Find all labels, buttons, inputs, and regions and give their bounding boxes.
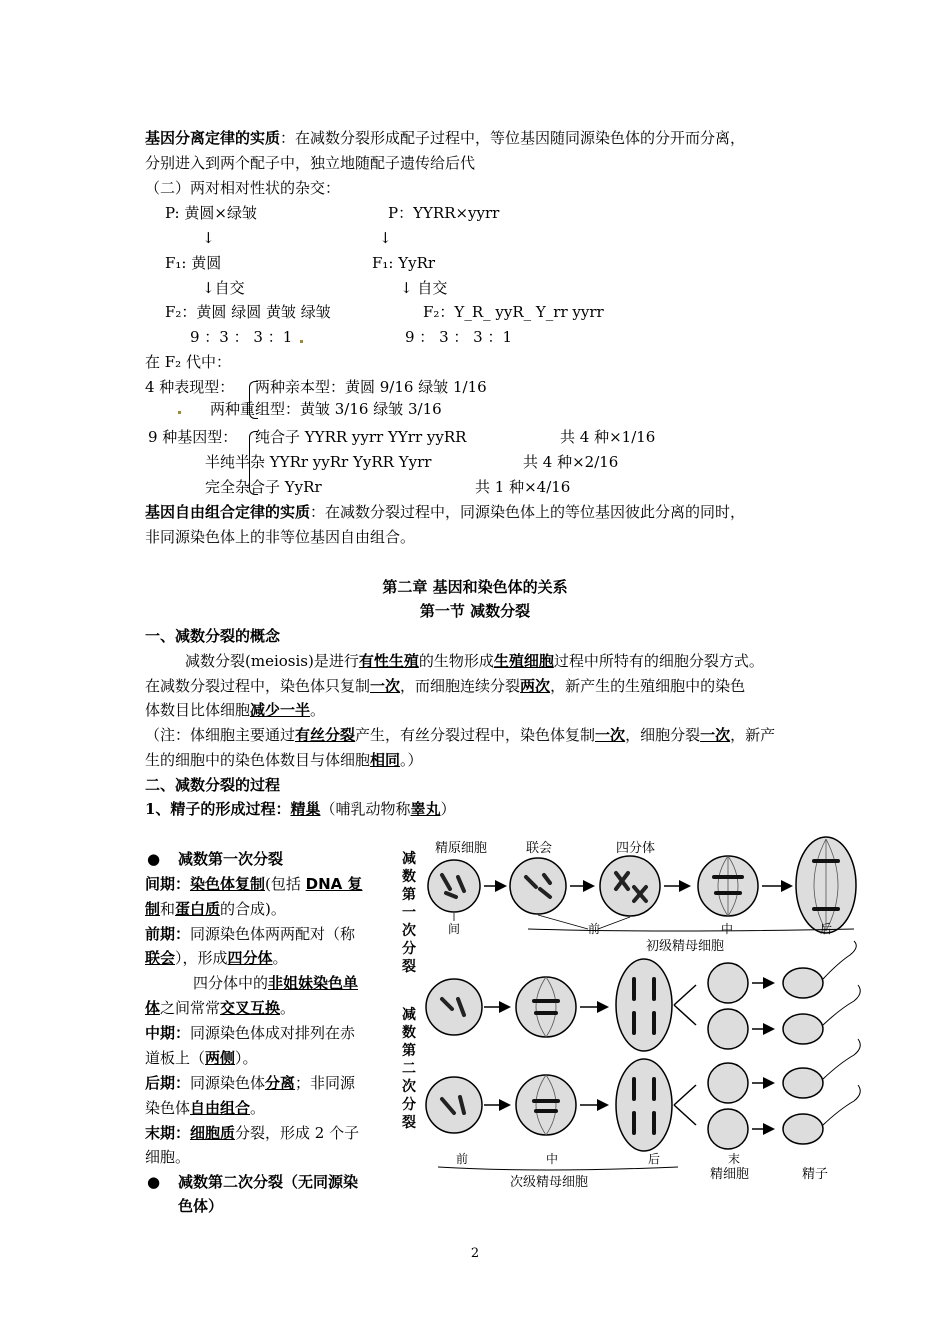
cell-spermatid-4 xyxy=(708,1109,748,1149)
sperm-3 xyxy=(783,1068,823,1098)
m1-metaphase-1: 中期：同源染色体成对排列在赤 xyxy=(145,1024,356,1042)
concept-p1: 减数分裂(meiosis)是进行有性生殖的生物形成生殖细胞过程中所特有的细胞分裂方式。 xyxy=(185,652,764,670)
free-law-label: 基因自由组合定律的实质 xyxy=(145,503,311,521)
separation-law-line1 xyxy=(145,128,745,148)
f2-genotype-label: 9 种基因型： xyxy=(148,428,238,446)
separation-law-text: ：在减数分裂形成配子过程中，等位基因随同源染色体的分开而分离， xyxy=(280,129,746,147)
cross-f1-right: F₁: YyRr xyxy=(372,254,436,272)
meiosis-figure xyxy=(398,833,890,1199)
label-anaphase1: 后 xyxy=(820,922,833,936)
m1-telophase-2: 细胞。 xyxy=(145,1148,191,1166)
meiosis-diagram xyxy=(398,833,890,1199)
label-metaphase1: 中 xyxy=(721,922,734,936)
m2-title-2: 色体） xyxy=(178,1197,224,1215)
cell-interphase xyxy=(428,860,480,912)
m1-prophase-1: 前期：同源染色体两两配对（称 xyxy=(145,925,356,943)
cell-prophase2-a xyxy=(426,979,482,1035)
m1-bullet: ● xyxy=(147,850,161,868)
label-interphase: 间 xyxy=(448,922,461,936)
free-law-text: ：在减数分裂过程中，同源染色体上的等位基因彼此分离的同时， xyxy=(310,503,746,521)
cross-ratio-right: 9 ： 3 ： 3 ：1 xyxy=(405,328,513,346)
cell-synapsis xyxy=(510,858,566,914)
cell-spermatid-3 xyxy=(708,1063,748,1103)
label-metaphase2: 中 xyxy=(546,1152,559,1166)
cell-anaphase2-a xyxy=(616,959,672,1051)
m2-bullet: ● xyxy=(147,1173,161,1191)
m1-interphase-1: 间期：染色体复制(包括 DNA 复 xyxy=(145,875,363,893)
cross-arrow-right: ↓ xyxy=(379,229,392,247)
m1-anaphase-1: 后期：同源染色体分离；非同源 xyxy=(145,1074,356,1092)
cell-metaphase2-a xyxy=(516,977,576,1037)
m1-interphase-2: 制和蛋白质的合成)。 xyxy=(145,900,286,918)
m1-title: 减数第一次分裂 xyxy=(178,850,284,868)
separation-law-line2: 分别进入到两个配子中，独立地随配子遗传给后代 xyxy=(145,154,476,172)
cross-self-left: ↓自交 xyxy=(202,279,245,297)
label-telophase2: 末 xyxy=(728,1152,741,1166)
row-label-meiosis1: 减数第一次分裂 xyxy=(402,851,416,975)
m1-anaphase-2: 染色体自由组合。 xyxy=(145,1099,266,1117)
concept-note1: （注：体细胞主要通过有丝分裂产生，有丝分裂过程中，染色体复制一次，细胞分裂一次，新产 xyxy=(145,726,776,744)
sperm-2 xyxy=(783,1014,823,1044)
cross-f1-left: F₁: 黄圆 xyxy=(165,254,222,272)
free-law-line1 xyxy=(145,502,745,522)
m1-telophase-1: 末期：细胞质分裂，形成 2 个子 xyxy=(145,1124,360,1142)
label-synapsis: 联会 xyxy=(526,841,553,856)
cell-spermatid-2 xyxy=(708,1009,748,1049)
f2-half-count: 共 4 种×2/16 xyxy=(523,453,619,471)
page-number: 2 xyxy=(470,1246,480,1261)
chapter-title: 第二章 基因和染色体的关系 xyxy=(382,578,568,596)
process-heading: 二、减数分裂的过程 xyxy=(145,776,281,794)
row-label-meiosis2: 减数第二次分裂 xyxy=(402,1007,416,1131)
sperm-4 xyxy=(783,1114,823,1144)
free-law-line2: 非同源染色体上的非等位基因自由组合。 xyxy=(145,528,416,546)
label-prophase2: 前 xyxy=(456,1152,469,1166)
label-secondary-spermatocyte: 次级精母细胞 xyxy=(510,1175,589,1190)
separation-law-label: 基因分离定律的实质 xyxy=(145,129,281,147)
label-spermatogonium: 精原细胞 xyxy=(435,841,488,856)
f2-pure-count: 共 4 种×1/16 xyxy=(560,428,656,446)
concept-heading: 一、减数分裂的概念 xyxy=(145,627,281,645)
cell-tetrad xyxy=(600,856,660,916)
cell-anaphase2-b xyxy=(616,1059,672,1151)
concept-p2: 在减数分裂过程中，染色体只复制一次，而细胞连续分裂两次，新产生的生殖细胞中的染色 xyxy=(145,677,746,695)
m1-tetrad-1: 四分体中的非姐妹染色单 xyxy=(193,974,359,992)
cross-f2-left: F₂：黄圆 绿圆 黄皱 绿皱 xyxy=(165,303,331,321)
section-title: 第一节 减数分裂 xyxy=(419,602,531,620)
label-tetrad: 四分体 xyxy=(616,841,656,856)
cross-p-right: P：YYRR×yyrr xyxy=(388,204,500,222)
cell-spermatid-1 xyxy=(708,963,748,1003)
m1-prophase-2: 联会），形成四分体。 xyxy=(145,949,288,967)
cross-heading: （二）两对相对性状的杂交： xyxy=(145,179,341,197)
f2-intro: 在 F₂ 代中： xyxy=(145,353,231,371)
sperm-formation: 1、精子的形成过程：精巢（哺乳动物称睾丸） xyxy=(145,800,456,818)
label-prophase1: 前 xyxy=(588,922,601,936)
cross-ratio-left: 9 ：3 ： 3 ：1 xyxy=(190,328,293,346)
cell-prophase2-b xyxy=(426,1077,482,1133)
sperm-1 xyxy=(783,968,823,998)
concept-p3: 体数目比体细胞减少一半。 xyxy=(145,701,326,719)
cross-arrow-left: ↓ xyxy=(202,229,215,247)
decor-dot xyxy=(178,411,181,414)
cross-self-right: ↓ 自交 xyxy=(400,279,448,297)
cross-p-left: P: 黄圆×绿皱 xyxy=(165,204,257,222)
label-sperm: 精子 xyxy=(802,1167,829,1182)
m2-title-1: 减数第二次分裂（无同源染 xyxy=(178,1173,359,1191)
concept-note2: 生的细胞中的染色体数目与体细胞相同。） xyxy=(145,751,423,769)
f2-full-count: 共 1 种×4/16 xyxy=(475,478,571,496)
label-anaphase2: 后 xyxy=(648,1152,661,1166)
f2-recombinant-types: 两种重组型：黄皱 3/16 绿皱 3/16 xyxy=(210,400,442,418)
cell-metaphase2-b xyxy=(516,1075,576,1135)
f2-half: 半纯半杂 YYRr yyRr YyRR Yyrr xyxy=(205,453,432,471)
f2-pure: 纯合子 YYRR yyrr YYrr yyRR xyxy=(255,428,467,446)
label-spermatid: 精细胞 xyxy=(710,1167,750,1182)
f2-parental-types: 两种亲本型：黄圆 9/16 绿皱 1/16 xyxy=(255,378,487,396)
m1-metaphase-2: 道板上（两侧）。 xyxy=(145,1049,258,1067)
cross-f2-right: F₂：Y_R_ yyR_ Y_rr yyrr xyxy=(423,303,604,321)
f2-phenotype-label: 4 种表现型： xyxy=(145,378,235,396)
label-primary-spermatocyte: 初级精母细胞 xyxy=(646,939,725,954)
m1-tetrad-2: 体之间常常交叉互换。 xyxy=(145,999,296,1017)
f2-full: 完全杂合子 YyRr xyxy=(205,478,322,496)
decor-dot xyxy=(300,340,303,343)
